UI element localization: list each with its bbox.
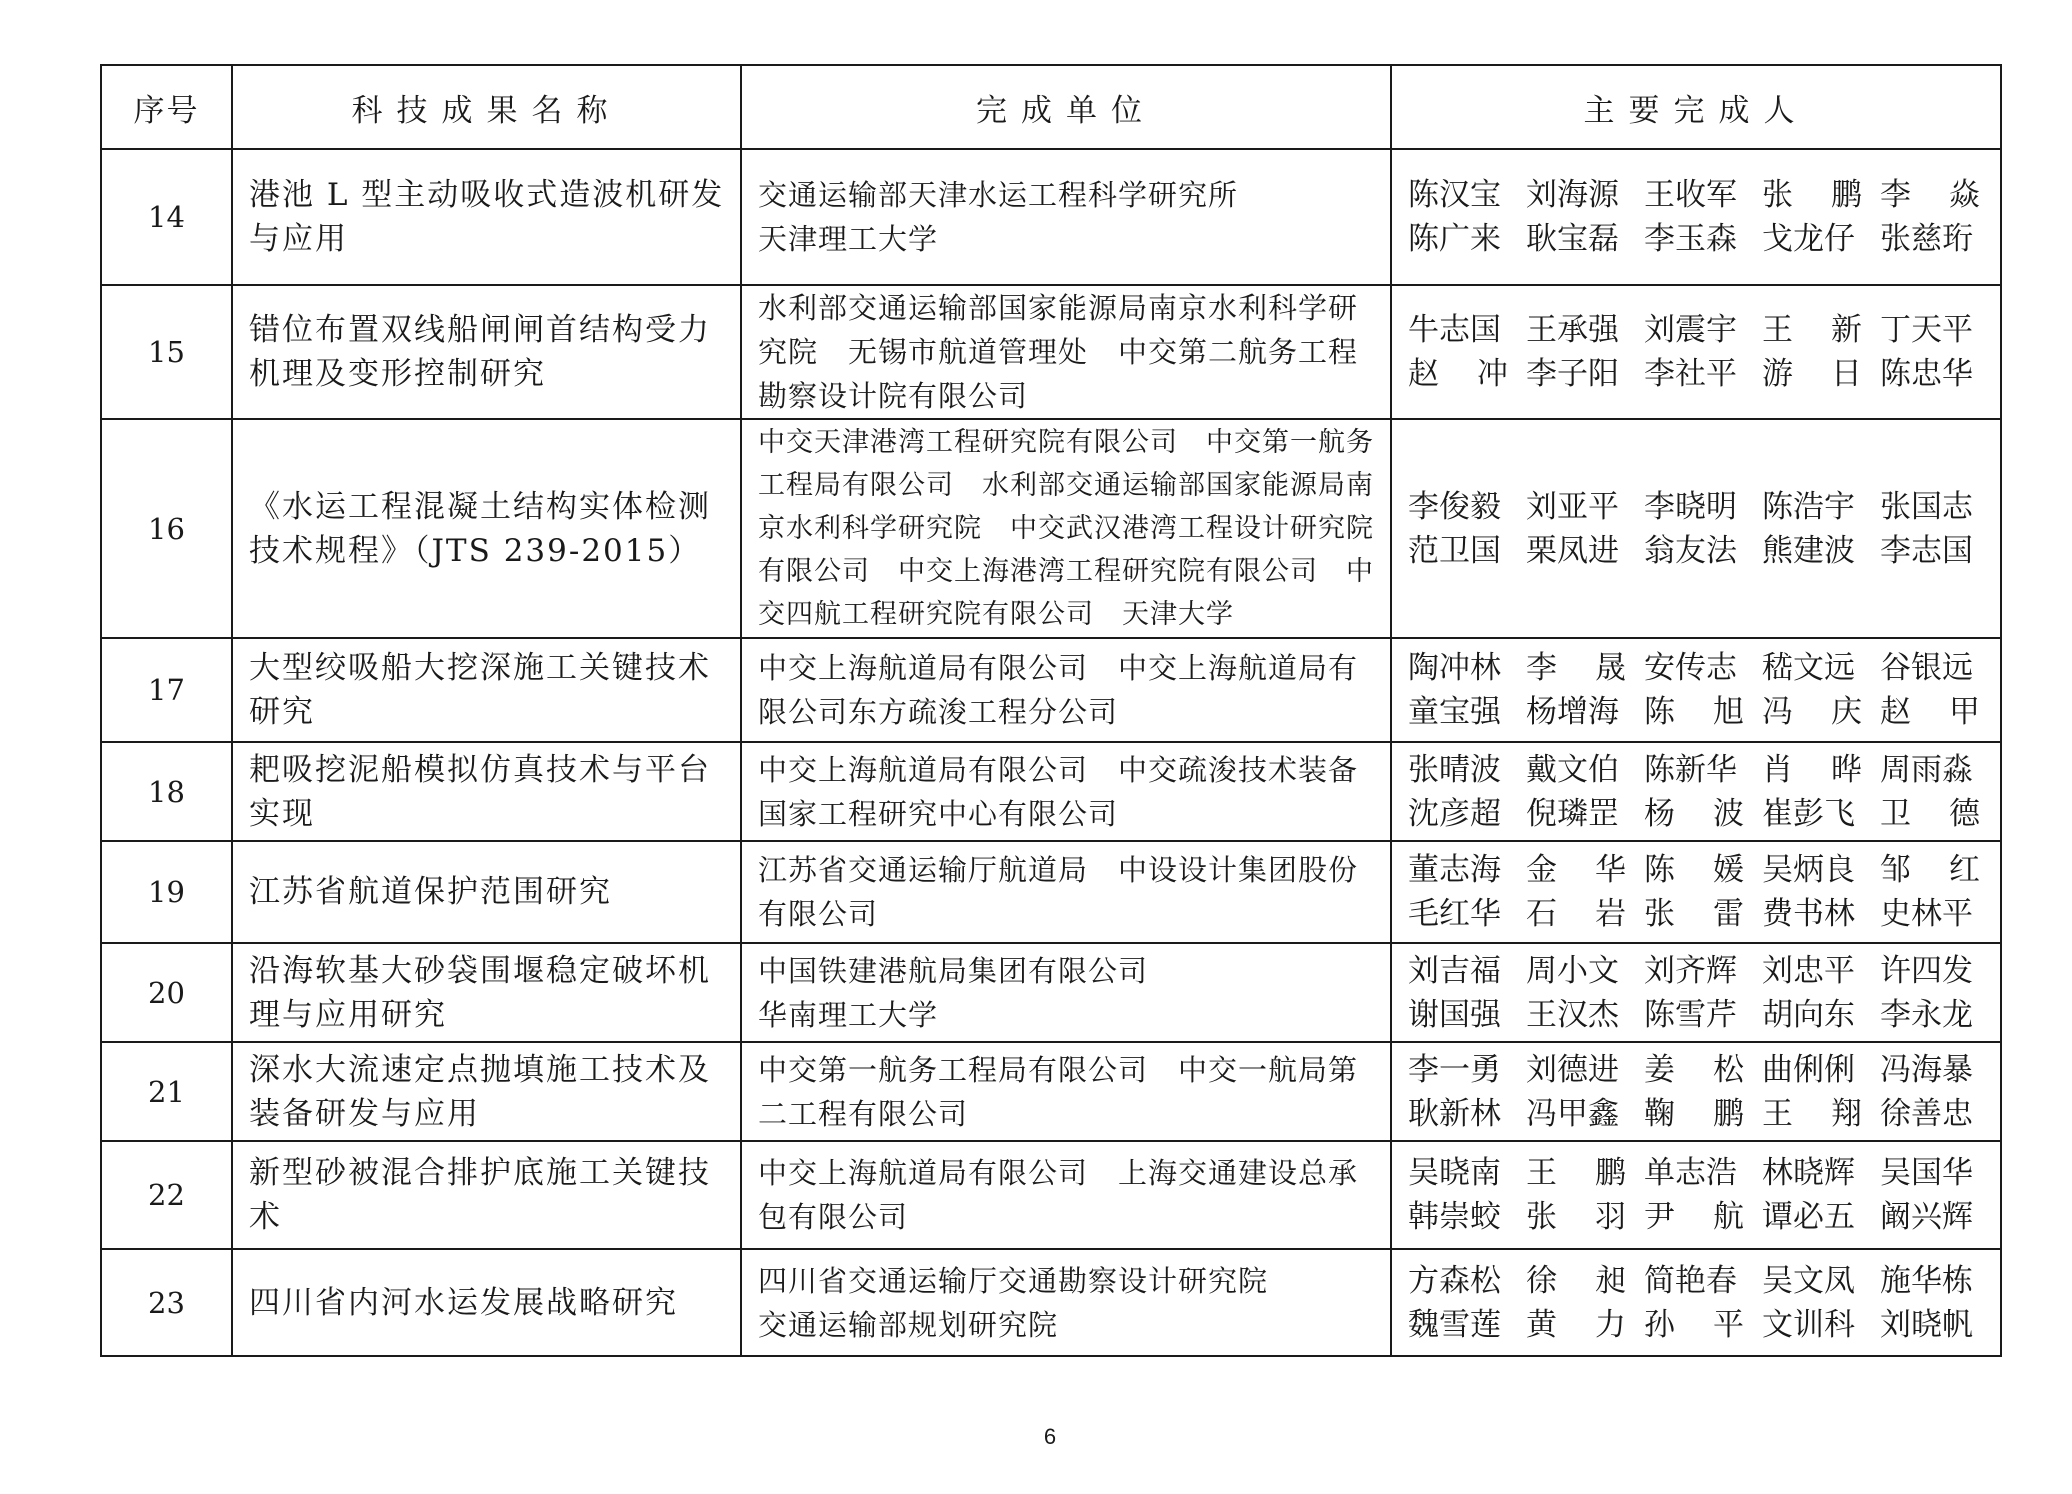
row-unit: 中交第一航务工程局有限公司 中交一航局第二工程有限公司 bbox=[741, 1042, 1391, 1141]
row-people bbox=[1391, 742, 2001, 841]
row-seq: 19 bbox=[101, 841, 232, 943]
person-name: 张 雷 bbox=[1644, 896, 1744, 932]
person-name: 韩崇蛟 bbox=[1408, 1199, 1501, 1235]
row-unit: 中交天津港湾工程研究院有限公司 中交第一航务工程局有限公司 水利部交通运输部国家能源局南京水利科学研究院 中交武汉港湾工程设计研究院有限公司 中交上海港湾工程研究院有限公司 中交四航工程研究院有限公司 天津大学 bbox=[741, 419, 1391, 638]
row-achievement-name: 大型绞吸船大挖深施工关键技术研究 bbox=[232, 638, 741, 742]
people-line bbox=[1408, 485, 1980, 529]
person-name: 简艳春 bbox=[1644, 1262, 1737, 1299]
person-name: 谭必五 bbox=[1762, 1199, 1855, 1235]
person-name: 陈广来 bbox=[1408, 221, 1501, 257]
row-achievement-name: 新型砂被混合排护底施工关键技术 bbox=[232, 1141, 741, 1249]
row-seq: 14 bbox=[101, 149, 232, 285]
person-name: 阚兴辉 bbox=[1880, 1199, 1973, 1235]
row-people bbox=[1391, 285, 2001, 419]
person-name: 施华栋 bbox=[1880, 1262, 1973, 1299]
people-line bbox=[1408, 217, 1980, 261]
person-name: 王 翔 bbox=[1762, 1095, 1862, 1132]
table-row bbox=[101, 943, 2001, 1042]
person-name: 王 新 bbox=[1762, 312, 1862, 348]
people-line bbox=[1408, 1048, 1980, 1092]
person-name: 童宝强 bbox=[1408, 694, 1501, 730]
page-number: 6 bbox=[1043, 1424, 1057, 1449]
person-name: 冯海暴 bbox=[1880, 1051, 1973, 1088]
row-people bbox=[1391, 638, 2001, 742]
person-name: 方森松 bbox=[1408, 1262, 1501, 1299]
row-unit: 中交上海航道局有限公司 中交上海航道局有限公司东方疏浚工程分公司 bbox=[741, 638, 1391, 742]
header-row bbox=[101, 65, 2001, 149]
row-unit: 四川省交通运输厅交通勘察设计研究院 交通运输部规划研究院 bbox=[741, 1249, 1391, 1356]
person-name: 李俊毅 bbox=[1408, 488, 1501, 525]
people-line bbox=[1408, 848, 1980, 892]
people-line bbox=[1408, 690, 1980, 734]
table-row bbox=[101, 1249, 2001, 1356]
row-seq: 21 bbox=[101, 1042, 232, 1141]
person-name: 周小文 bbox=[1526, 952, 1619, 989]
row-people bbox=[1391, 1249, 2001, 1356]
person-name: 张 鹏 bbox=[1762, 177, 1862, 213]
person-name: 陈浩宇 bbox=[1762, 488, 1855, 525]
row-seq: 15 bbox=[101, 285, 232, 419]
row-unit: 江苏省交通运输厅航道局 中设设计集团股份有限公司 bbox=[741, 841, 1391, 943]
person-name: 尹 航 bbox=[1644, 1199, 1744, 1235]
person-name: 赵 甲 bbox=[1880, 694, 1980, 730]
person-name: 费书林 bbox=[1762, 896, 1855, 932]
row-seq: 20 bbox=[101, 943, 232, 1042]
row-seq: 22 bbox=[101, 1141, 232, 1249]
row-people bbox=[1391, 1042, 2001, 1141]
person-name: 许四发 bbox=[1880, 952, 1973, 989]
person-name: 沈彦超 bbox=[1408, 795, 1501, 832]
person-name: 陶冲林 bbox=[1408, 650, 1501, 686]
people-line bbox=[1408, 308, 1980, 352]
person-name: 陈 媛 bbox=[1644, 852, 1744, 888]
person-name: 张晴波 bbox=[1408, 751, 1501, 788]
row-achievement-name: 深水大流速定点抛填施工技术及装备研发与应用 bbox=[232, 1042, 741, 1141]
row-achievement-name: 耙吸挖泥船模拟仿真技术与平台实现 bbox=[232, 742, 741, 841]
table-body bbox=[101, 149, 2001, 1356]
person-name: 刘忠平 bbox=[1762, 952, 1855, 989]
people-line bbox=[1408, 792, 1980, 836]
person-name: 李 晟 bbox=[1526, 650, 1626, 686]
person-name: 魏雪莲 bbox=[1408, 1306, 1501, 1343]
person-name: 吴文凤 bbox=[1762, 1262, 1855, 1299]
person-name: 王 鹏 bbox=[1526, 1155, 1626, 1191]
people-line bbox=[1408, 748, 1980, 792]
row-achievement-name: 错位布置双线船闸闸首结构受力机理及变形控制研究 bbox=[232, 285, 741, 419]
row-achievement-name: 四川省内河水运发展战略研究 bbox=[232, 1249, 741, 1356]
row-seq: 17 bbox=[101, 638, 232, 742]
person-name: 刘齐辉 bbox=[1644, 952, 1737, 989]
person-name: 文训科 bbox=[1762, 1306, 1855, 1343]
row-unit: 中国铁建港航局集团有限公司 华南理工大学 bbox=[741, 943, 1391, 1042]
table-row bbox=[101, 638, 2001, 742]
awards-table bbox=[100, 64, 2002, 1357]
person-name: 栗凤进 bbox=[1526, 532, 1619, 569]
row-achievement-name: 江苏省航道保护范围研究 bbox=[232, 841, 741, 943]
table-row bbox=[101, 1042, 2001, 1141]
header-unit: 完成单位 bbox=[741, 65, 1391, 149]
person-name: 王汉杰 bbox=[1526, 996, 1619, 1033]
person-name: 范卫国 bbox=[1408, 532, 1501, 569]
person-name: 李社平 bbox=[1644, 356, 1737, 392]
person-name: 牛志国 bbox=[1408, 312, 1501, 348]
person-name: 徐 昶 bbox=[1526, 1262, 1626, 1299]
person-name: 黄 力 bbox=[1526, 1306, 1626, 1343]
row-seq: 18 bbox=[101, 742, 232, 841]
person-name: 卫 德 bbox=[1880, 795, 1980, 832]
person-name: 刘吉福 bbox=[1408, 952, 1501, 989]
person-name: 徐善忠 bbox=[1880, 1095, 1973, 1132]
person-name: 倪璘罡 bbox=[1526, 795, 1619, 832]
row-people bbox=[1391, 419, 2001, 638]
people-line bbox=[1408, 646, 1980, 690]
person-name: 赵 冲 bbox=[1408, 356, 1508, 392]
row-achievement-name: 沿海软基大砂袋围堰稳定破坏机理与应用研究 bbox=[232, 943, 741, 1042]
person-name: 李志国 bbox=[1880, 532, 1973, 569]
people-line bbox=[1408, 949, 1980, 993]
people-line bbox=[1408, 352, 1980, 396]
row-unit: 中交上海航道局有限公司 中交疏浚技术装备国家工程研究中心有限公司 bbox=[741, 742, 1391, 841]
person-name: 石 岩 bbox=[1526, 896, 1626, 932]
person-name: 刘亚平 bbox=[1526, 488, 1619, 525]
header-name: 科技成果名称 bbox=[232, 65, 741, 149]
row-seq: 23 bbox=[101, 1249, 232, 1356]
person-name: 刘震宇 bbox=[1644, 312, 1737, 348]
person-name: 嵇文远 bbox=[1762, 650, 1855, 686]
row-people bbox=[1391, 841, 2001, 943]
person-name: 李子阳 bbox=[1526, 356, 1619, 392]
table-row bbox=[101, 1141, 2001, 1249]
people-line bbox=[1408, 1259, 1980, 1303]
row-achievement-name: 港池 L 型主动吸收式造波机研发与应用 bbox=[232, 149, 741, 285]
person-name: 冯 庆 bbox=[1762, 694, 1862, 730]
person-name: 陈新华 bbox=[1644, 751, 1737, 788]
person-name: 丁天平 bbox=[1880, 312, 1973, 348]
people-line bbox=[1408, 1303, 1980, 1347]
row-people bbox=[1391, 1141, 2001, 1249]
person-name: 邹 红 bbox=[1880, 852, 1980, 888]
row-unit: 中交上海航道局有限公司 上海交通建设总承包有限公司 bbox=[741, 1141, 1391, 1249]
person-name: 王收军 bbox=[1644, 177, 1737, 213]
person-name: 谢国强 bbox=[1408, 996, 1501, 1033]
person-name: 熊建波 bbox=[1762, 532, 1855, 569]
people-line bbox=[1408, 529, 1980, 573]
person-name: 刘晓帆 bbox=[1880, 1306, 1973, 1343]
person-name: 李玉森 bbox=[1644, 221, 1737, 257]
person-name: 鞠 鹏 bbox=[1644, 1095, 1744, 1132]
person-name: 董志海 bbox=[1408, 852, 1501, 888]
person-name: 翁友法 bbox=[1644, 532, 1737, 569]
person-name: 周雨淼 bbox=[1880, 751, 1973, 788]
person-name: 肖 晔 bbox=[1762, 751, 1862, 788]
person-name: 单志浩 bbox=[1644, 1155, 1737, 1191]
people-line bbox=[1408, 993, 1980, 1037]
person-name: 曲俐俐 bbox=[1762, 1051, 1855, 1088]
table-row bbox=[101, 149, 2001, 285]
person-name: 孙 平 bbox=[1644, 1306, 1744, 1343]
person-name: 耿宝磊 bbox=[1526, 221, 1619, 257]
person-name: 陈 旭 bbox=[1644, 694, 1744, 730]
person-name: 戴文伯 bbox=[1526, 751, 1619, 788]
person-name: 刘海源 bbox=[1526, 177, 1619, 213]
person-name: 吴炳良 bbox=[1762, 852, 1855, 888]
person-name: 张国志 bbox=[1880, 488, 1973, 525]
people-line bbox=[1408, 1151, 1980, 1195]
people-line bbox=[1408, 1092, 1980, 1136]
person-name: 李晓明 bbox=[1644, 488, 1737, 525]
person-name: 安传志 bbox=[1644, 650, 1737, 686]
row-people bbox=[1391, 943, 2001, 1042]
person-name: 王承强 bbox=[1526, 312, 1619, 348]
table-row bbox=[101, 841, 2001, 943]
person-name: 李一勇 bbox=[1408, 1051, 1501, 1088]
person-name: 张 羽 bbox=[1526, 1199, 1626, 1235]
person-name: 吴晓南 bbox=[1408, 1155, 1501, 1191]
person-name: 刘德进 bbox=[1526, 1051, 1619, 1088]
person-name: 林晓辉 bbox=[1762, 1155, 1855, 1191]
person-name: 崔彭飞 bbox=[1762, 795, 1855, 832]
person-name: 游 日 bbox=[1762, 356, 1862, 392]
person-name: 陈忠华 bbox=[1880, 356, 1973, 392]
row-unit: 交通运输部天津水运工程科学研究所 天津理工大学 bbox=[741, 149, 1391, 285]
row-achievement-name: 《水运工程混凝土结构实体检测技术规程》（JTS 239-2015） bbox=[232, 419, 741, 638]
person-name: 吴国华 bbox=[1880, 1155, 1973, 1191]
person-name: 陈雪芹 bbox=[1644, 996, 1737, 1033]
person-name: 金 华 bbox=[1526, 852, 1626, 888]
person-name: 戈龙仔 bbox=[1762, 221, 1855, 257]
person-name: 毛红华 bbox=[1408, 896, 1501, 932]
people-line bbox=[1408, 892, 1980, 936]
person-name: 张慈珩 bbox=[1880, 221, 1973, 257]
table-row bbox=[101, 742, 2001, 841]
person-name: 胡向东 bbox=[1762, 996, 1855, 1033]
person-name: 陈汉宝 bbox=[1408, 177, 1501, 213]
person-name: 李永龙 bbox=[1880, 996, 1973, 1033]
person-name: 姜 松 bbox=[1644, 1051, 1744, 1088]
row-unit: 水利部交通运输部国家能源局南京水利科学研究院 无锡市航道管理处 中交第二航务工程勘察设计院有限公司 bbox=[741, 285, 1391, 419]
table-row bbox=[101, 419, 2001, 638]
header-people: 主要完成人 bbox=[1391, 65, 2001, 149]
header-seq: 序号 bbox=[101, 65, 232, 149]
person-name: 谷银远 bbox=[1880, 650, 1973, 686]
people-line bbox=[1408, 173, 1980, 217]
person-name: 耿新林 bbox=[1408, 1095, 1501, 1132]
row-people bbox=[1391, 149, 2001, 285]
person-name: 史林平 bbox=[1880, 896, 1973, 932]
person-name: 杨 波 bbox=[1644, 795, 1744, 832]
person-name: 杨增海 bbox=[1526, 694, 1619, 730]
person-name: 李 焱 bbox=[1880, 177, 1980, 213]
person-name: 冯甲鑫 bbox=[1526, 1095, 1619, 1132]
people-line bbox=[1408, 1195, 1980, 1239]
row-seq: 16 bbox=[101, 419, 232, 638]
table-row bbox=[101, 285, 2001, 419]
